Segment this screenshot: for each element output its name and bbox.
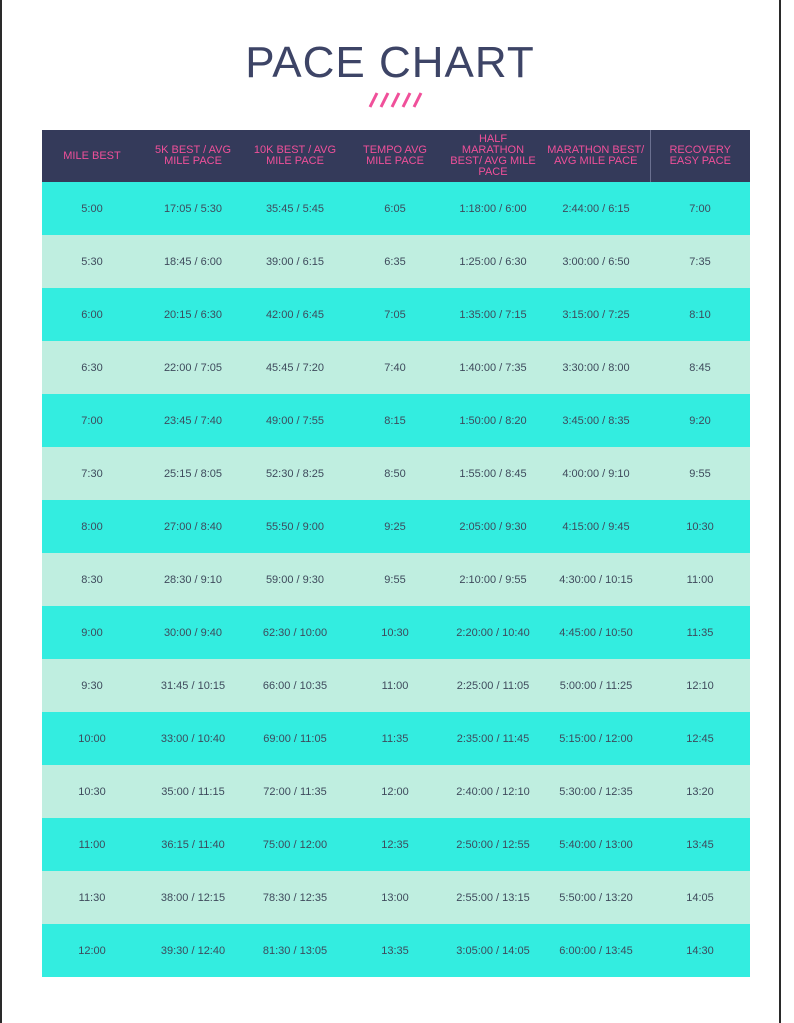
cell-5k: 30:00 / 9:40 xyxy=(142,606,244,659)
cell-10k: 42:00 / 6:45 xyxy=(244,288,346,341)
cell-half-marathon: 1:40:00 / 7:35 xyxy=(444,341,542,394)
cell-recovery: 8:45 xyxy=(650,341,750,394)
cell-mile-best: 10:00 xyxy=(42,712,142,765)
cell-half-marathon: 3:05:00 / 14:05 xyxy=(444,924,542,977)
cell-10k: 35:45 / 5:45 xyxy=(244,182,346,235)
cell-5k: 18:45 / 6:00 xyxy=(142,235,244,288)
cell-5k: 27:00 / 8:40 xyxy=(142,500,244,553)
header-mile-best: MILE BEST xyxy=(42,130,142,182)
cell-marathon: 5:15:00 / 12:00 xyxy=(542,712,650,765)
cell-10k: 59:00 / 9:30 xyxy=(244,553,346,606)
cell-10k: 62:30 / 10:00 xyxy=(244,606,346,659)
page-border-left xyxy=(0,0,2,1023)
pace-table xyxy=(42,130,750,977)
table-row xyxy=(42,924,750,977)
cell-10k: 78:30 / 12:35 xyxy=(244,871,346,924)
cell-marathon: 4:15:00 / 9:45 xyxy=(542,500,650,553)
cell-marathon: 4:00:00 / 9:10 xyxy=(542,447,650,500)
cell-recovery: 9:20 xyxy=(650,394,750,447)
cell-recovery: 7:35 xyxy=(650,235,750,288)
cell-5k: 28:30 / 9:10 xyxy=(142,553,244,606)
cell-half-marathon: 1:25:00 / 6:30 xyxy=(444,235,542,288)
cell-5k: 25:15 / 8:05 xyxy=(142,447,244,500)
cell-tempo: 11:35 xyxy=(346,712,444,765)
header-tempo: TEMPO AVG MILE PACE xyxy=(346,130,444,182)
cell-mile-best: 11:00 xyxy=(42,818,142,871)
table-header-row xyxy=(42,130,750,182)
cell-5k: 39:30 / 12:40 xyxy=(142,924,244,977)
cell-mile-best: 5:30 xyxy=(42,235,142,288)
cell-recovery: 13:20 xyxy=(650,765,750,818)
accent-stripes xyxy=(368,92,428,108)
cell-mile-best: 9:30 xyxy=(42,659,142,712)
cell-5k: 35:00 / 11:15 xyxy=(142,765,244,818)
cell-tempo: 6:05 xyxy=(346,182,444,235)
cell-tempo: 6:35 xyxy=(346,235,444,288)
cell-10k: 45:45 / 7:20 xyxy=(244,341,346,394)
cell-mile-best: 6:30 xyxy=(42,341,142,394)
table-row xyxy=(42,606,750,659)
cell-half-marathon: 1:35:00 / 7:15 xyxy=(444,288,542,341)
table-row xyxy=(42,553,750,606)
cell-5k: 33:00 / 10:40 xyxy=(142,712,244,765)
cell-tempo: 12:35 xyxy=(346,818,444,871)
cell-tempo: 9:25 xyxy=(346,500,444,553)
cell-half-marathon: 2:20:00 / 10:40 xyxy=(444,606,542,659)
header-recovery: RECOVERY EASY PACE xyxy=(650,130,750,182)
cell-recovery: 11:35 xyxy=(650,606,750,659)
cell-recovery: 12:10 xyxy=(650,659,750,712)
table-row xyxy=(42,182,750,235)
cell-half-marathon: 1:18:00 / 6:00 xyxy=(444,182,542,235)
cell-10k: 72:00 / 11:35 xyxy=(244,765,346,818)
cell-recovery: 8:10 xyxy=(650,288,750,341)
table-row xyxy=(42,288,750,341)
cell-marathon: 3:30:00 / 8:00 xyxy=(542,341,650,394)
table-row xyxy=(42,394,750,447)
cell-recovery: 12:45 xyxy=(650,712,750,765)
cell-half-marathon: 2:05:00 / 9:30 xyxy=(444,500,542,553)
cell-marathon: 5:40:00 / 13:00 xyxy=(542,818,650,871)
cell-half-marathon: 2:25:00 / 11:05 xyxy=(444,659,542,712)
cell-marathon: 4:45:00 / 10:50 xyxy=(542,606,650,659)
cell-5k: 23:45 / 7:40 xyxy=(142,394,244,447)
header-5k: 5K BEST / AVG MILE PACE xyxy=(142,130,244,182)
cell-10k: 66:00 / 10:35 xyxy=(244,659,346,712)
cell-mile-best: 7:00 xyxy=(42,394,142,447)
cell-mile-best: 6:00 xyxy=(42,288,142,341)
cell-half-marathon: 2:35:00 / 11:45 xyxy=(444,712,542,765)
cell-5k: 36:15 / 11:40 xyxy=(142,818,244,871)
table-row xyxy=(42,447,750,500)
page-title: PACE CHART xyxy=(245,38,535,87)
cell-half-marathon: 1:50:00 / 8:20 xyxy=(444,394,542,447)
cell-recovery: 10:30 xyxy=(650,500,750,553)
cell-5k: 31:45 / 10:15 xyxy=(142,659,244,712)
table-row xyxy=(42,235,750,288)
cell-marathon: 2:44:00 / 6:15 xyxy=(542,182,650,235)
cell-half-marathon: 2:40:00 / 12:10 xyxy=(444,765,542,818)
cell-tempo: 12:00 xyxy=(346,765,444,818)
cell-marathon: 6:00:00 / 13:45 xyxy=(542,924,650,977)
cell-tempo: 10:30 xyxy=(346,606,444,659)
table-row xyxy=(42,871,750,924)
cell-tempo: 13:35 xyxy=(346,924,444,977)
cell-recovery: 14:30 xyxy=(650,924,750,977)
header-10k: 10K BEST / AVG MILE PACE xyxy=(244,130,346,182)
header-marathon: MARATHON BEST/ AVG MILE PACE xyxy=(542,130,650,182)
cell-mile-best: 11:30 xyxy=(42,871,142,924)
cell-10k: 69:00 / 11:05 xyxy=(244,712,346,765)
cell-tempo: 13:00 xyxy=(346,871,444,924)
header-half-marathon: HALF MARATHON BEST/ AVG MILE PACE xyxy=(444,130,542,182)
cell-mile-best: 10:30 xyxy=(42,765,142,818)
table-row xyxy=(42,341,750,394)
table-row xyxy=(42,712,750,765)
cell-tempo: 9:55 xyxy=(346,553,444,606)
cell-10k: 49:00 / 7:55 xyxy=(244,394,346,447)
cell-marathon: 4:30:00 / 10:15 xyxy=(542,553,650,606)
cell-half-marathon: 1:55:00 / 8:45 xyxy=(444,447,542,500)
cell-marathon: 3:45:00 / 8:35 xyxy=(542,394,650,447)
cell-mile-best: 5:00 xyxy=(42,182,142,235)
cell-tempo: 8:50 xyxy=(346,447,444,500)
cell-10k: 52:30 / 8:25 xyxy=(244,447,346,500)
cell-5k: 22:00 / 7:05 xyxy=(142,341,244,394)
cell-mile-best: 8:00 xyxy=(42,500,142,553)
cell-mile-best: 9:00 xyxy=(42,606,142,659)
cell-10k: 75:00 / 12:00 xyxy=(244,818,346,871)
cell-mile-best: 12:00 xyxy=(42,924,142,977)
table-row xyxy=(42,500,750,553)
cell-5k: 38:00 / 12:15 xyxy=(142,871,244,924)
cell-half-marathon: 2:50:00 / 12:55 xyxy=(444,818,542,871)
cell-recovery: 11:00 xyxy=(650,553,750,606)
cell-recovery: 14:05 xyxy=(650,871,750,924)
cell-10k: 81:30 / 13:05 xyxy=(244,924,346,977)
cell-marathon: 5:00:00 / 11:25 xyxy=(542,659,650,712)
cell-half-marathon: 2:10:00 / 9:55 xyxy=(444,553,542,606)
cell-marathon: 5:50:00 / 13:20 xyxy=(542,871,650,924)
cell-10k: 55:50 / 9:00 xyxy=(244,500,346,553)
cell-tempo: 11:00 xyxy=(346,659,444,712)
table-row xyxy=(42,818,750,871)
cell-5k: 17:05 / 5:30 xyxy=(142,182,244,235)
cell-10k: 39:00 / 6:15 xyxy=(244,235,346,288)
cell-marathon: 3:00:00 / 6:50 xyxy=(542,235,650,288)
cell-recovery: 9:55 xyxy=(650,447,750,500)
cell-recovery: 13:45 xyxy=(650,818,750,871)
cell-5k: 20:15 / 6:30 xyxy=(142,288,244,341)
cell-recovery: 7:00 xyxy=(650,182,750,235)
cell-marathon: 3:15:00 / 7:25 xyxy=(542,288,650,341)
cell-mile-best: 7:30 xyxy=(42,447,142,500)
table-row xyxy=(42,659,750,712)
cell-tempo: 8:15 xyxy=(346,394,444,447)
cell-mile-best: 8:30 xyxy=(42,553,142,606)
cell-half-marathon: 2:55:00 / 13:15 xyxy=(444,871,542,924)
cell-tempo: 7:05 xyxy=(346,288,444,341)
cell-tempo: 7:40 xyxy=(346,341,444,394)
table-body xyxy=(42,182,750,977)
cell-marathon: 5:30:00 / 12:35 xyxy=(542,765,650,818)
table-row xyxy=(42,765,750,818)
page-border-right xyxy=(779,0,781,1023)
